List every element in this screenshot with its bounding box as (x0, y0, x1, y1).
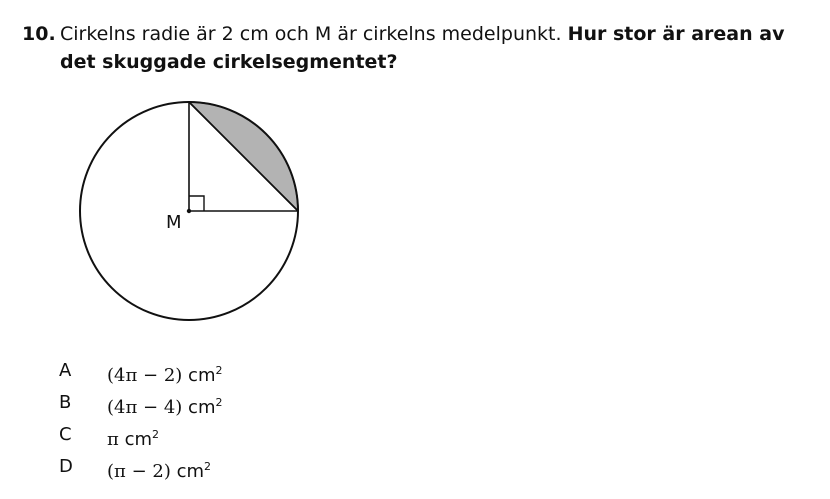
question-text-regular: Cirkelns radie är 2 cm och M är cirkelns medelpunkt. (60, 23, 562, 45)
option-unit: cm (176, 461, 205, 482)
option-expression (107, 421, 159, 454)
center-point (187, 209, 191, 213)
option-exponent: 2 (215, 396, 223, 409)
option-exponent: 2 (215, 364, 223, 377)
option-value: (4π − 2) (107, 365, 183, 386)
option-letter: A (59, 360, 72, 381)
option-value: (π − 2) (107, 461, 171, 482)
question-number: 10. (22, 23, 56, 45)
option-letter: C (59, 424, 72, 445)
option-expression (107, 357, 222, 390)
option-unit: cm (188, 397, 216, 418)
option-exponent: 2 (152, 428, 160, 441)
question-text (60, 20, 812, 76)
option-letter: B (59, 392, 72, 413)
right-angle-marker (189, 196, 204, 211)
circle-diagram (60, 90, 320, 335)
question (22, 20, 812, 76)
option-letter: D (59, 456, 73, 477)
option-expression (107, 453, 211, 486)
circle-figure (60, 90, 320, 335)
question-text-bold: Hur stor är arean av det skuggade cirkelsegmentet? (60, 23, 785, 73)
option-exponent: 2 (204, 460, 212, 473)
option-value: π (107, 429, 119, 450)
option-unit: cm (124, 429, 153, 450)
center-label: M (166, 212, 182, 233)
option-expression (107, 389, 222, 422)
option-value: (4π − 4) (107, 397, 183, 418)
option-unit: cm (188, 365, 216, 386)
